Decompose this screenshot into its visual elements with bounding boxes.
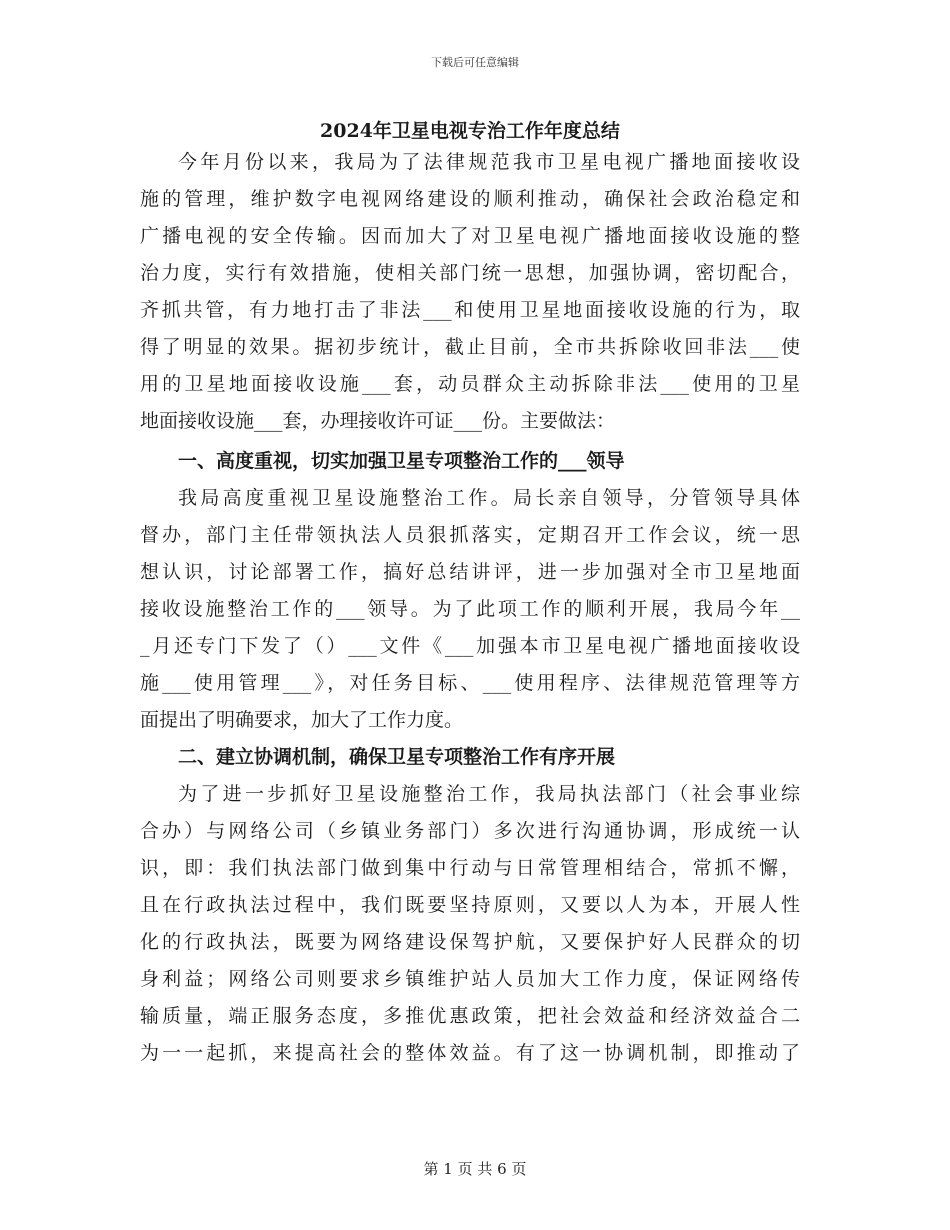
paragraph-line: 督办，部门主任带领执法人员狠抓落实，定期召开工作会议，统一思 bbox=[140, 524, 800, 546]
paragraph-line: 想认识，讨论部署工作，搞好总结讲评，进一步加强对全市卫星地面 bbox=[140, 561, 800, 583]
paragraph-line: 为了进一步抓好卫星设施整治工作，我局执法部门（社会事业综 bbox=[178, 783, 800, 805]
paragraph-line: 用的卫星地面接收设施___套，动员群众主动拆除非法___使用的卫星 bbox=[140, 373, 800, 395]
paragraph-line: 合办）与网络公司（乡镇业务部门）多次进行沟通协调，形成统一认 bbox=[140, 820, 800, 842]
paragraph-line: 且在行政执法过程中，我们既要坚持原则，又要以人为本，开展人性 bbox=[140, 894, 800, 916]
paragraph-line: 面提出了明确要求，加大了工作力度。 bbox=[140, 709, 464, 731]
paragraph-line: 齐抓共管，有力地打击了非法___和使用卫星地面接收设施的行为，取 bbox=[140, 299, 800, 321]
paragraph-line: 我局高度重视卫星设施整治工作。局长亲自领导，分管领导具体 bbox=[178, 487, 800, 509]
document-title: 2024年卫星电视专治工作年度总结 bbox=[320, 120, 620, 142]
paragraph-line: 为一一起抓，来提高社会的整体效益。有了这一协调机制，即推动了 bbox=[140, 1042, 800, 1064]
paragraph-line: 得了明显的效果。据初步统计，截止目前，全市共拆除收回非法___使 bbox=[140, 336, 800, 358]
paragraph-line: 广播电视的安全传输。因而加大了对卫星电视广播地面接收设施的整 bbox=[140, 225, 800, 247]
page-header: 下载后可任意编辑 bbox=[431, 56, 519, 69]
section-heading: 二、建立协调机制，确保卫星专项整治工作有序开展 bbox=[178, 746, 616, 768]
paragraph-line: 识，即：我们执法部门做到集中行动与日常管理相结合，常抓不懈， bbox=[140, 857, 800, 879]
paragraph-line: 输质量，端正服务态度，多推优惠政策，把社会效益和经济效益合二 bbox=[140, 1005, 800, 1027]
paragraph-line: 治力度，实行有效措施，使相关部门统一思想，加强协调，密切配合， bbox=[140, 262, 800, 284]
paragraph-line: 施的管理，维护数字电视网络建设的顺利推动，确保社会政治稳定和 bbox=[140, 188, 800, 210]
paragraph-line: _月还专门下发了（）___文件《___加强本市卫星电视广播地面接收设 bbox=[140, 635, 800, 657]
paragraph-line: 化的行政执法，既要为网络建设保驾护航，又要保护好人民群众的切 bbox=[140, 931, 800, 953]
paragraph-line: 地面接收设施___套，办理接收许可证___份。主要做法： bbox=[140, 410, 616, 432]
section-heading: 一、高度重视，切实加强卫星专项整治工作的___领导 bbox=[178, 450, 625, 472]
paragraph-line: 今年月份以来，我局为了法律规范我市卫星电视广播地面接收设 bbox=[178, 151, 800, 173]
paragraph-line: 身利益；网络公司则要求乡镇维护站人员加大工作力度，保证网络传 bbox=[140, 968, 800, 990]
paragraph-line: 接收设施整治工作的___领导。为了此项工作的顺利开展，我局今年__ bbox=[140, 598, 800, 620]
paragraph-line: 施___使用管理___》，对任务目标、___使用程序、法律规范管理等方 bbox=[140, 672, 800, 694]
page-number: 第 1 页 共 6 页 bbox=[423, 1160, 527, 1178]
